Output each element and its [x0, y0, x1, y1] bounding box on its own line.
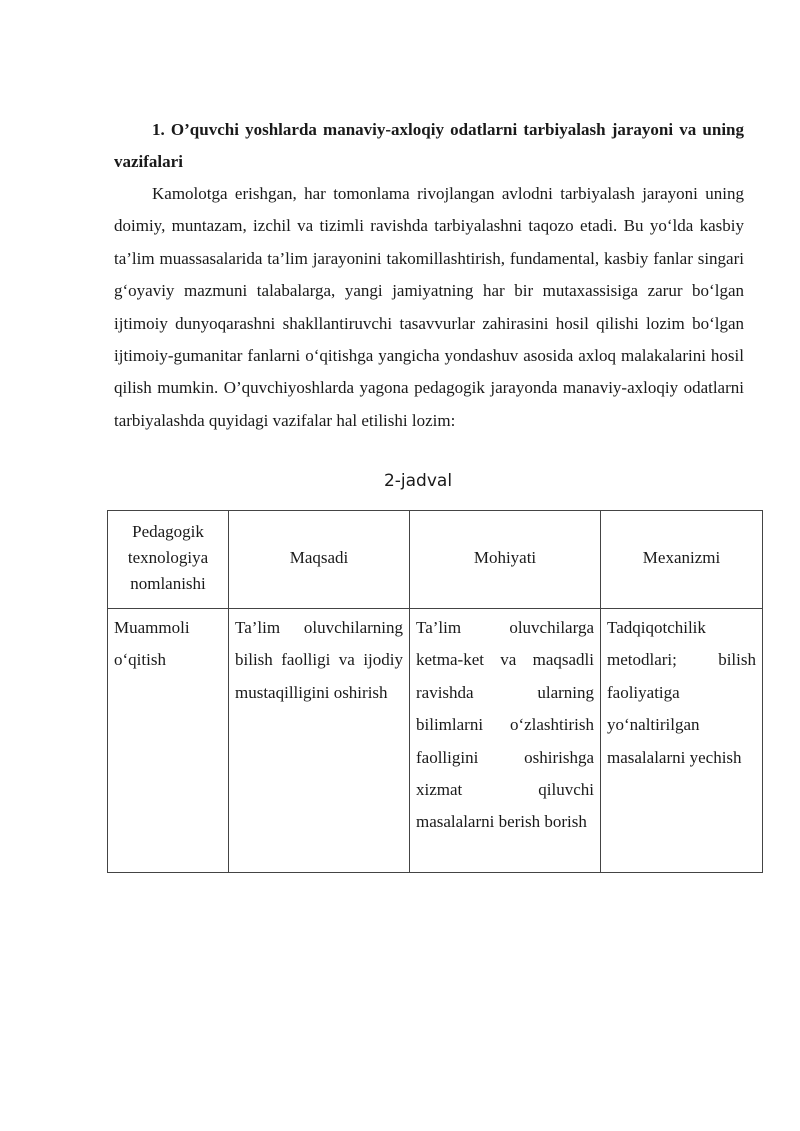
header-essence: Mohiyati: [410, 511, 601, 609]
section-heading: 1. O’quvchi yoshlarda manaviy-axloqiy odatlarni tarbiyalash jarayoni va uning vazifalari: [114, 120, 744, 171]
table-caption: 2-jadval: [383, 471, 453, 491]
cell-technology-name: Muammoli o‘qitish: [108, 609, 229, 873]
table-header-row: [108, 511, 763, 609]
cell-purpose: Ta’lim oluvchilarning bilish faolligi va ijodiy mustaqilligini oshirish: [229, 609, 410, 873]
header-purpose: Maqsadi: [229, 511, 410, 609]
cell-mechanism: Tadqiqotchilik metodlari; bilish faoliyatiga yo‘naltirilgan masalalarni yechish: [601, 609, 763, 873]
cell-essence: Ta’lim oluvchilarga ketma-ket va maqsadli ravishda ularning bilimlarni o‘zlashtirish faolligini oshirishga xizmat qiluvchi masalalarni berish borish: [410, 609, 601, 873]
table-row: [108, 609, 763, 873]
technology-table: [107, 510, 763, 873]
body-paragraph: Kamolotga erishgan, har tomonlama rivojlangan avlodni tarbiyalash jarayoni uning doimiy, muntazam, izchil va tizimli ravishda tarbiyalashni taqozo etadi. Bu yo‘lda kasbiy ta’lim muassasalarida ta’lim jarayonini takomillashtirish, fundamental, kasbiy fanlar singari g‘oyaviy mazmuni talabalarga, yangi jamiyatning har bir mutaxassisiga zarur bo‘lgan ijtimoiy dunyoqarashni shakllantiruvchi tasavvurlar zahirasini hosil qilishi lozim bo‘lgan ijtimoiy-gumanitar fanlarni o‘qitishga yangicha yondashuv asosida axloq malakalarini hosil qilish mumkin. O’quvchiyoshlarda yagona pedagogik jarayonda manaviy-axloqiy odatlarni tarbiyalashda quyidagi vazifalar hal etilishi lozim:: [114, 184, 744, 430]
header-technology-name: Pedagogik texnologiya nomlanishi: [108, 511, 229, 609]
header-mechanism: Mexanizmi: [601, 511, 763, 609]
